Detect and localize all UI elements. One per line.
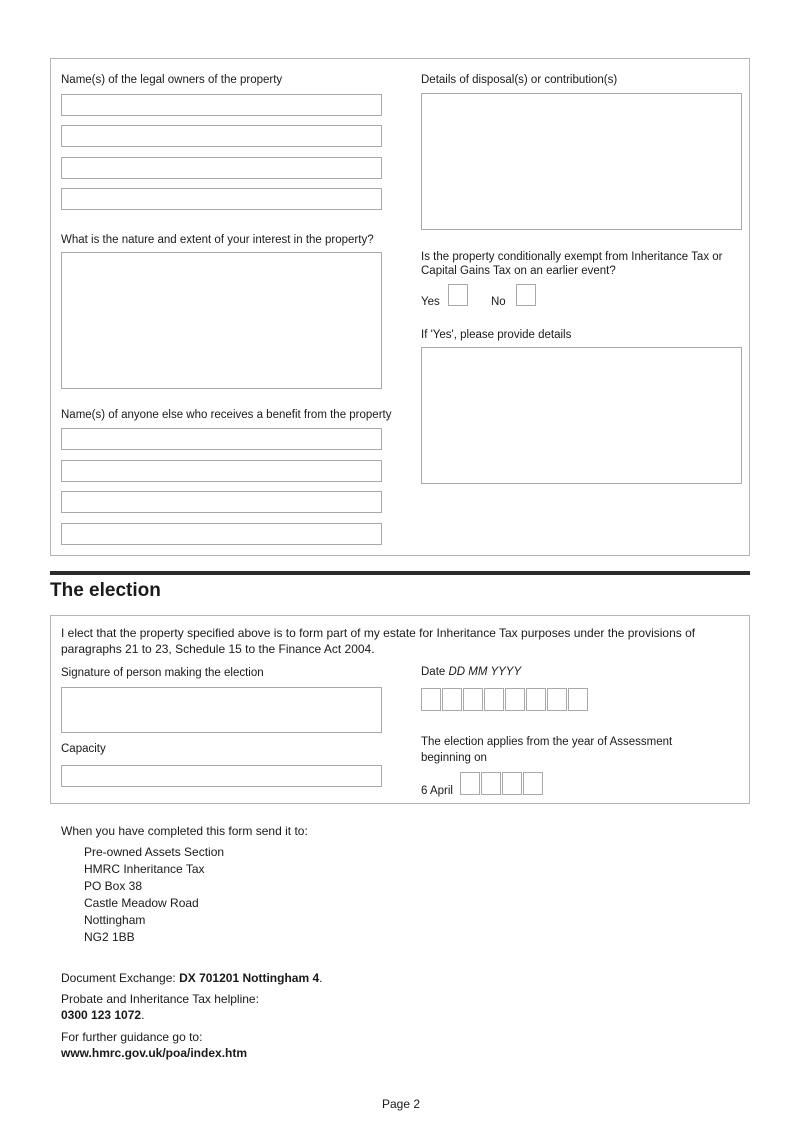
address-line: NG2 1BB bbox=[84, 930, 135, 944]
beneficiary-field-2[interactable] bbox=[61, 460, 382, 482]
date-label-text: Date bbox=[421, 666, 446, 678]
guidance-label: For further guidance go to: bbox=[61, 1030, 203, 1044]
helpline-suffix: . bbox=[141, 1008, 145, 1022]
date-label bbox=[421, 666, 521, 678]
helpline-number bbox=[61, 1008, 144, 1022]
beneficiary-field-3[interactable] bbox=[61, 491, 382, 513]
exempt-details-textarea[interactable] bbox=[421, 347, 742, 484]
signature-label: Signature of person making the election bbox=[61, 667, 264, 679]
legal-owner-field-3[interactable] bbox=[61, 157, 382, 179]
date-year-2[interactable] bbox=[526, 688, 546, 711]
yes-checkbox[interactable] bbox=[448, 284, 468, 306]
beneficiaries-label: Name(s) of anyone else who receives a benefit from the property bbox=[61, 409, 392, 421]
signature-field[interactable] bbox=[61, 687, 382, 733]
year-box-2[interactable] bbox=[481, 772, 501, 795]
postal-address bbox=[84, 844, 224, 946]
date-format-hint: DD MM YYYY bbox=[448, 666, 522, 678]
address-line: PO Box 38 bbox=[84, 879, 143, 893]
date-month-1[interactable] bbox=[463, 688, 483, 711]
yes-label: Yes bbox=[421, 296, 440, 308]
legal-owners-label: Name(s) of the legal owners of the property bbox=[61, 74, 283, 86]
helpline-label: Probate and Inheritance Tax helpline: bbox=[61, 992, 259, 1006]
election-heading: The election bbox=[50, 580, 161, 601]
guidance-link[interactable]: www.hmrc.gov.uk/poa/index.htm bbox=[61, 1046, 248, 1060]
if-yes-label: If 'Yes', please provide details bbox=[421, 329, 572, 341]
address-line: Castle Meadow Road bbox=[84, 896, 199, 910]
dx-suffix: . bbox=[319, 971, 323, 985]
dx-prefix: Document Exchange: bbox=[61, 971, 180, 985]
section-divider bbox=[50, 571, 750, 575]
year-box-4[interactable] bbox=[523, 772, 543, 795]
date-year-3[interactable] bbox=[547, 688, 567, 711]
no-checkbox[interactable] bbox=[516, 284, 536, 306]
legal-owner-field-2[interactable] bbox=[61, 125, 382, 147]
date-year-4[interactable] bbox=[568, 688, 588, 711]
date-day-2[interactable] bbox=[442, 688, 462, 711]
no-label: No bbox=[491, 296, 506, 308]
april-label: 6 April bbox=[421, 785, 453, 797]
address-line: Nottingham bbox=[84, 913, 146, 927]
year-box-3[interactable] bbox=[502, 772, 522, 795]
capacity-label: Capacity bbox=[61, 743, 106, 755]
page-number: Page 2 bbox=[382, 1097, 421, 1111]
beneficiary-field-1[interactable] bbox=[61, 428, 382, 450]
applies-from-label: The election applies from the year of Assessment beginning on bbox=[421, 736, 673, 764]
address-line: HMRC Inheritance Tax bbox=[84, 862, 205, 876]
date-year-1[interactable] bbox=[505, 688, 525, 711]
legal-owner-field-1[interactable] bbox=[61, 94, 382, 116]
address-line: Pre-owned Assets Section bbox=[84, 845, 225, 859]
document-exchange bbox=[61, 971, 322, 985]
interest-label: What is the nature and extent of your interest in the property? bbox=[61, 234, 374, 246]
exempt-question: Is the property conditionally exempt from Inheritance Tax or Capital Gains Tax on an earlier event? bbox=[421, 251, 723, 277]
election-statement: I elect that the property specified above is to form part of my estate for Inheritance Tax purposes under the provisions of paragraphs 21 to 23, Schedule 15 to the Finance Act 2004. bbox=[61, 626, 696, 656]
legal-owner-field-4[interactable] bbox=[61, 188, 382, 210]
capacity-field[interactable] bbox=[61, 765, 382, 787]
send-to-text: When you have completed this form send it to: bbox=[61, 824, 308, 838]
beneficiary-field-4[interactable] bbox=[61, 523, 382, 545]
disposals-label: Details of disposal(s) or contribution(s) bbox=[421, 74, 618, 86]
date-month-2[interactable] bbox=[484, 688, 504, 711]
helpline-value: 0300 123 1072 bbox=[61, 1008, 142, 1022]
interest-textarea[interactable] bbox=[61, 252, 382, 389]
date-day-1[interactable] bbox=[421, 688, 441, 711]
disposals-textarea[interactable] bbox=[421, 93, 742, 230]
dx-value: DX 701201 Nottingham 4 bbox=[179, 971, 320, 985]
year-box-1[interactable] bbox=[460, 772, 480, 795]
